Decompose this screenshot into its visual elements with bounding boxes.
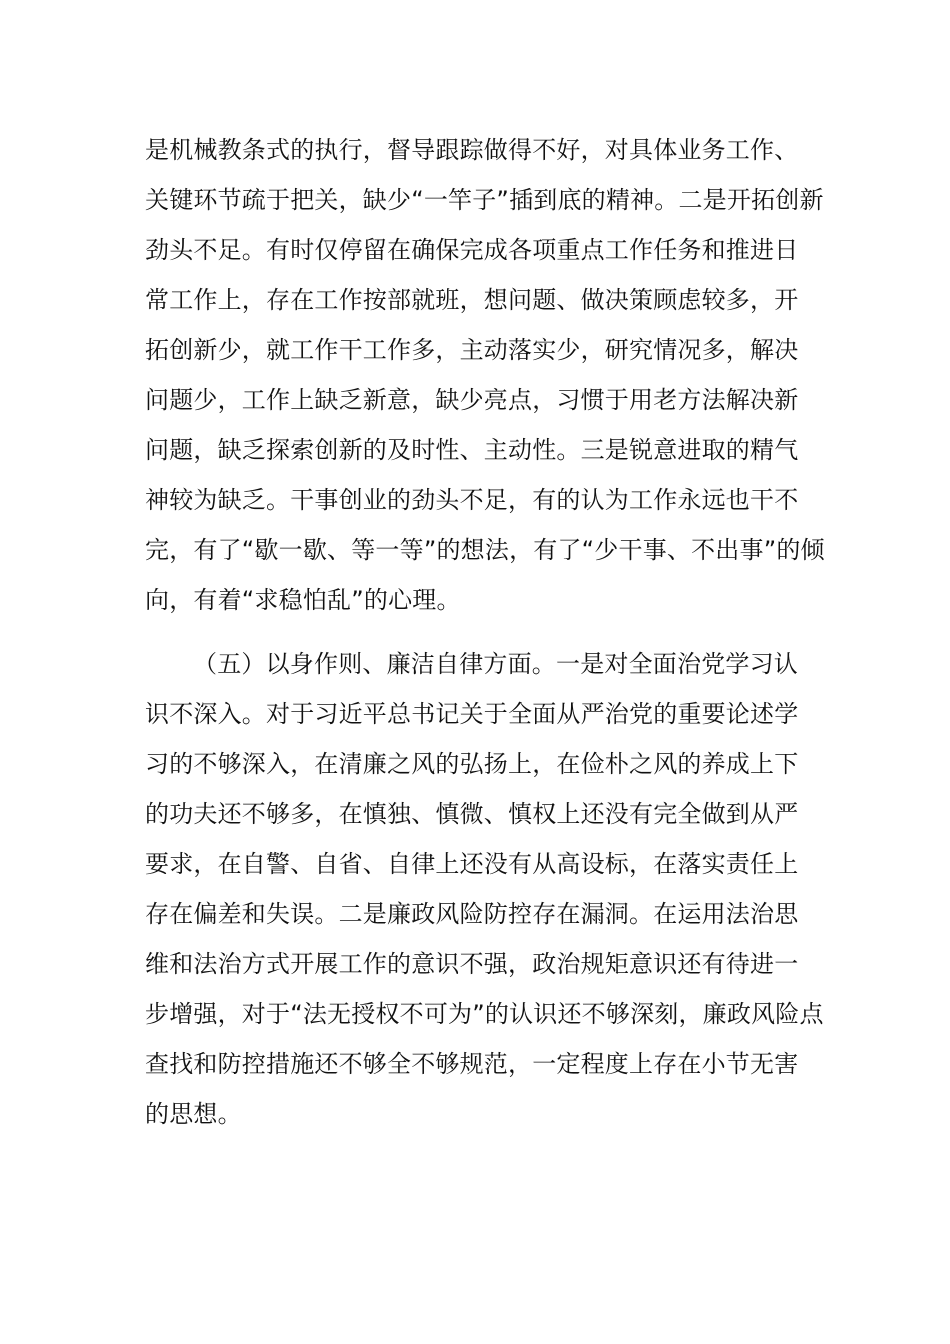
text-line: 向，有着“求稳怕乱”的心理。 <box>145 586 461 614</box>
text-line: 存在偏差和失误。二是廉政风险防控存在漏洞。在运用法治思 <box>145 900 799 928</box>
text-line: 拓创新少，就工作干工作多，主动落实少，研究情况多，解决 <box>145 336 799 364</box>
text-line: 要求，在自警、自省、自律上还没有从高设标，在落实责任上 <box>145 850 799 878</box>
text-line: 的功夫还不够多，在慎独、慎微、慎权上还没有完全做到从严 <box>145 800 799 828</box>
text-line: 劲头不足。有时仅停留在确保完成各项重点工作任务和推进日 <box>145 236 799 264</box>
text-line: 步增强，对于“法无授权不可为”的认识还不够深刻，廉政风险点 <box>145 1000 824 1028</box>
text-line: 识不深入。对于习近平总书记关于全面从严治党的重要论述学 <box>145 700 799 728</box>
text-line: 神较为缺乏。干事创业的劲头不足，有的认为工作永远也干不 <box>145 486 799 514</box>
text-line: 的思想。 <box>145 1100 242 1128</box>
text-line: 问题少，工作上缺乏新意，缺少亮点，习惯于用老方法解决新 <box>145 386 799 414</box>
section-heading-line: （五）以身作则、廉洁自律方面。一是对全面治党学习认 <box>193 650 798 678</box>
text-line: 习的不够深入，在清廉之风的弘扬上，在俭朴之风的养成上下 <box>145 750 799 778</box>
paragraph-section-five <box>145 639 824 1139</box>
text-line: 常工作上，存在工作按部就班，想问题、做决策顾虑较多，开 <box>145 286 799 314</box>
text-line: 是机械教条式的执行，督导跟踪做得不好，对具体业务工作、 <box>145 136 799 164</box>
text-line: 关键环节疏于把关，缺少“一竿子”插到底的精神。二是开拓创新 <box>145 186 824 214</box>
text-line: 问题，缺乏探索创新的及时性、主动性。三是锐意进取的精气 <box>145 436 799 464</box>
paragraph-continued <box>145 125 825 625</box>
text-line: 维和法治方式开展工作的意识不强，政治规矩意识还有待进一 <box>145 950 799 978</box>
text-line: 查找和防控措施还不够全不够规范，一定程度上存在小节无害 <box>145 1050 799 1078</box>
text-line: 完，有了“歇一歇、等一等”的想法，有了“少干事、不出事”的倾 <box>145 536 825 564</box>
